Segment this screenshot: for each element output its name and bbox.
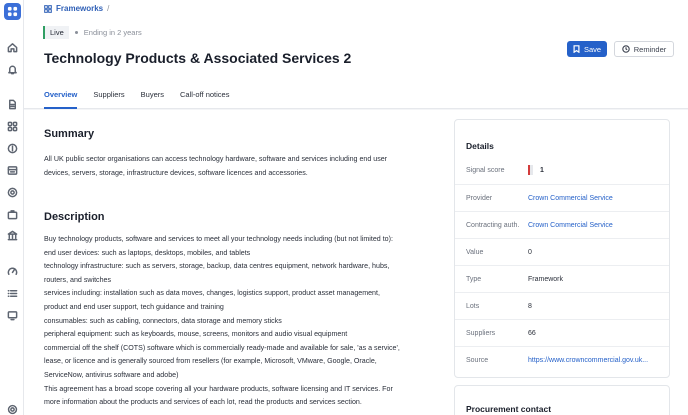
description-line: more information about the products and services of each lot, read the products and services section. [44, 398, 362, 407]
home-icon[interactable] [6, 41, 18, 53]
detail-value: 8 [528, 303, 532, 310]
details-panel [454, 119, 670, 378]
settings-icon[interactable] [6, 403, 18, 415]
breadcrumb-frameworks-link[interactable]: Frameworks [56, 4, 104, 13]
details-heading: Details [466, 141, 494, 151]
detail-label: Lots [466, 303, 480, 310]
provider-link[interactable]: Crown Commercial Service [528, 195, 613, 202]
signal-score-value [528, 165, 544, 175]
summary-line: devices, servers, storage, infrastructure devices, software licences and accessories. [44, 168, 308, 177]
detail-row-provider [455, 184, 669, 211]
breadcrumb [44, 4, 109, 13]
detail-value: 0 [528, 249, 532, 256]
detail-label: Type [466, 276, 482, 283]
page-header [24, 0, 688, 109]
grid-icon[interactable] [6, 120, 18, 132]
description-heading: Description [44, 211, 105, 223]
tab-suppliers[interactable]: Suppliers [93, 90, 125, 99]
monitor-icon[interactable] [6, 309, 18, 321]
briefcase-icon[interactable] [6, 208, 18, 220]
logo-icon [7, 6, 18, 17]
document-icon[interactable] [6, 98, 18, 110]
procurement-contact-heading: Procurement contact [466, 404, 552, 414]
sidebar [0, 0, 24, 415]
reminder-button-label: Reminder [633, 44, 667, 54]
tab-call-off-notices[interactable]: Call-off notices [179, 90, 230, 99]
detail-label: Source [466, 357, 489, 364]
reminder-button[interactable] [614, 41, 674, 57]
gauge-icon[interactable] [6, 265, 18, 277]
tab-overview[interactable]: Overview [44, 85, 77, 109]
summary-heading: Summary [44, 128, 95, 140]
globe-icon[interactable] [6, 186, 18, 198]
detail-label: Value [466, 249, 484, 256]
detail-label: Provider [466, 195, 493, 202]
description-line: peripheral equipment: such as keyboards, mouse, screens, monitors and audio visual equipment [44, 330, 348, 339]
tab-buyers[interactable]: Buyers [140, 90, 164, 99]
description-line: lease, or licence and is generally sourced from resellers (for example, Microsoft, VMware, Google, Oracle, [44, 357, 377, 366]
clock-icon [622, 45, 630, 53]
description-line: commercial off the shelf (COTS) software which is commercially ready-made and available for sale, 'as a service', [44, 343, 400, 352]
tab-bar [44, 85, 229, 109]
coin-icon[interactable] [6, 142, 18, 154]
frameworks-icon [44, 5, 52, 13]
description-line: technology infrastructure: such as servers, storage, backup, data centres equipment, network hardware, hubs, [44, 262, 390, 271]
detail-label: Signal score [466, 167, 505, 174]
live-status-badge: Live [43, 26, 69, 39]
summary-text [44, 153, 387, 180]
main-content [24, 110, 688, 415]
detail-label: Contracting auth. [466, 222, 520, 229]
detail-row-signal-score [455, 157, 669, 184]
description-line: consumables: such as cabling, connectors, data storage and memory sticks [44, 316, 282, 325]
ending-text: Ending in 2 years [83, 28, 142, 37]
separator-dot [75, 31, 78, 34]
signal-score-bar [528, 165, 533, 175]
description-line: services including: installation such as data moves, changes, logistics support, product asset management, [44, 289, 380, 298]
app-logo[interactable] [4, 3, 21, 20]
save-button[interactable] [567, 41, 607, 57]
detail-label: Suppliers [466, 330, 496, 337]
bell-icon[interactable] [6, 63, 18, 75]
description-line: end user devices: such as laptops, desktops, mobiles, and tablets [44, 248, 251, 257]
signal-score-number: 1 [540, 166, 544, 174]
detail-row-suppliers [455, 319, 669, 346]
bank-icon[interactable] [6, 229, 18, 241]
description-line: Buy technology products, software and services to meet all your technology needs including (but not limited to): [44, 235, 393, 243]
description-line: routers, and switches [44, 275, 112, 284]
detail-row-contracting-authority [455, 211, 669, 238]
page-title: Technology Products & Associated Services 2 [44, 50, 352, 66]
detail-row-lots [455, 292, 669, 319]
detail-row-type [455, 265, 669, 292]
list-icon[interactable] [6, 287, 18, 299]
contracting-authority-link[interactable]: Crown Commercial Service [528, 222, 613, 229]
description-line: product and end user support, tech guidance and training [44, 302, 224, 311]
detail-row-source [455, 346, 669, 373]
save-button-label: Save [583, 44, 602, 54]
description-line: This agreement has a broad scope covering all your hardware products, software licensing and IT services. For [44, 384, 393, 393]
procurement-contact-panel [454, 385, 670, 415]
detail-value: Framework [528, 276, 564, 283]
detail-row-value [455, 238, 669, 265]
inbox-icon[interactable] [6, 164, 18, 176]
status-row [43, 26, 142, 39]
bookmark-icon [573, 45, 580, 53]
summary-line: All UK public sector organisations can access technology hardware, software and services including end user [44, 155, 388, 163]
description-line: ServiceNow, antivirus software and adobe) [44, 370, 179, 379]
description-text [44, 233, 400, 410]
source-link[interactable]: https://www.crowncommercial.gov.uk... [528, 357, 649, 364]
detail-value: 66 [528, 330, 536, 337]
breadcrumb-separator: / [107, 4, 110, 13]
